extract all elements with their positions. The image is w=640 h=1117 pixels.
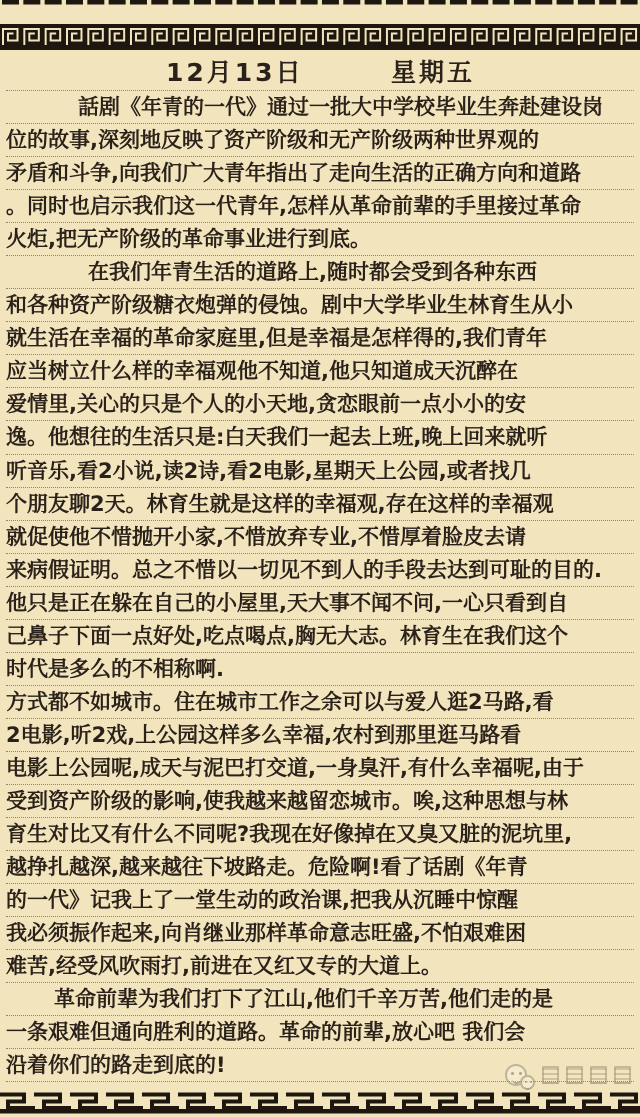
handwritten-line: 受到资产阶级的影响,使我越来越留恋城市。唉,这种思想与林 xyxy=(6,785,634,818)
handwritten-line: 一条艰难但通向胜利的道路。革命的前辈,放心吧 我们会 xyxy=(6,1016,634,1049)
handwritten-line: 2电影,听2戏,上公园这样多么幸福,农村到那里逛马路看 xyxy=(6,719,634,752)
watermark-glyph-icon xyxy=(590,1066,607,1084)
watermark-glyph-icon xyxy=(566,1066,583,1084)
handwritten-line: 話剧《年青的一代》通过一批大中学校毕业生奔赴建设岗 xyxy=(6,91,634,124)
handwritten-line: 的一代》记我上了一堂生动的政治课,把我从沉睡中惊醒 xyxy=(6,884,634,917)
weekday-label: 星期五 xyxy=(391,58,476,87)
handwritten-line: 听音乐,看2小说,读2诗,看2电影,星期天上公园,或者找几 xyxy=(6,455,634,488)
meander-border-top-partial-icon xyxy=(0,0,640,6)
meander-border-top-icon xyxy=(0,24,640,50)
handwritten-line: 和各种资产阶级糖衣炮弹的侵蚀。剧中大学毕业生林育生从小 xyxy=(6,289,634,322)
handwritten-line: 爱情里,关心的只是个人的小天地,贪恋眼前一点小小的安 xyxy=(6,388,634,421)
handwritten-line: 难苦,经受风吹雨打,前进在又红又专的大道上。 xyxy=(6,950,634,983)
handwritten-line: 育生对比又有什么不同呢?我现在好像掉在又臭又脏的泥坑里, xyxy=(6,818,634,851)
handwritten-line: 火炬,把无产阶级的革命事业进行到底。 xyxy=(6,223,634,256)
handwritten-line: 电影上公园呢,成天与泥巴打交道,一身臭汗,有什么幸福呢,由于 xyxy=(6,752,634,785)
handwritten-line: 位的故事,深刻地反映了资产阶级和无产阶级两种世界观的 xyxy=(6,124,634,157)
handwritten-line: 就促使他不惜抛开小家,不惜放弃专业,不惜厚着脸皮去请 xyxy=(6,521,634,554)
text-lines xyxy=(0,91,640,1082)
handwritten-line: 。同时也启示我们这一代青年,怎样从革命前辈的手里接过革命 xyxy=(6,190,634,223)
handwritten-line: 沿着你们的路走到底的! xyxy=(6,1049,634,1082)
handwritten-line: 越挣扎越深,越来越往下坡路走。危险啊!看了话剧《年青 xyxy=(6,851,634,884)
handwritten-line: 应当树立什么样的幸福观他不知道,他只知道成天沉醉在 xyxy=(6,355,634,388)
handwritten-line: 方式都不如城市。住在城市工作之余可以与爱人逛2马路,看 xyxy=(6,686,634,719)
handwritten-line: 个朋友聊2天。林育生就是这样的幸福观,存在这样的幸福观 xyxy=(6,488,634,521)
handwritten-line: 矛盾和斗争,向我们广大青年指出了走向生活的正确方向和道路 xyxy=(6,157,634,190)
handwritten-line: 我必须振作起来,向肖继业那样革命意志旺盛,不怕艰难困 xyxy=(6,917,634,950)
diary-content xyxy=(0,53,640,1082)
watermark-logo xyxy=(505,1057,635,1093)
handwritten-line: 来病假证明。总之不惜以一切见不到人的手段去达到可耻的目的. xyxy=(6,554,634,587)
meander-border-bottom-icon xyxy=(0,1089,640,1117)
handwritten-line: 时代是多么的不相称啊. xyxy=(6,653,634,686)
handwritten-line: 逸。他想往的生活只是:白天我们一起去上班,晚上回来就听 xyxy=(6,421,634,454)
date-label: 12月13日 xyxy=(166,58,304,87)
handwritten-line: 他只是正在躲在自己的小屋里,天大事不闻不问,一心只看到自 xyxy=(6,587,634,620)
watermark-glyph-icon xyxy=(614,1066,631,1084)
handwritten-line: 革命前辈为我们打下了江山,他们千辛万苦,他们走的是 xyxy=(6,983,634,1016)
handwritten-line: 己鼻子下面一点好处,吃点喝点,胸无大志。林育生在我们这个 xyxy=(6,620,634,653)
handwritten-line: 在我们年青生活的道路上,随时都会受到各种东西 xyxy=(6,256,634,289)
handwritten-line: 就生活在幸福的革命家庭里,但是幸福是怎样得的,我们青年 xyxy=(6,322,634,355)
watermark-glyph-icon xyxy=(542,1066,559,1084)
meander-bottom-group xyxy=(0,1095,640,1109)
meander-partial-group xyxy=(2,0,638,5)
smiley-small-icon xyxy=(520,1075,535,1090)
date-header xyxy=(6,53,634,91)
